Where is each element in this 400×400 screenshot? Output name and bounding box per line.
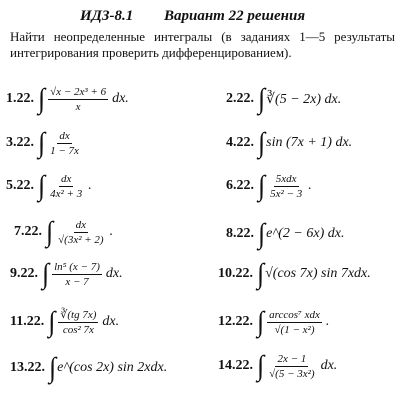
variant-title: Вариант 22 решения — [164, 8, 306, 24]
integrand: ∛(5 − 2x) dx. — [266, 91, 342, 107]
integral-sign: ∫ — [46, 215, 54, 248]
problem-13 — [10, 352, 167, 384]
differential: . — [308, 178, 312, 193]
integral-sign: ∫ — [38, 169, 46, 202]
problem-expression — [38, 126, 85, 159]
problem-expression — [38, 169, 92, 202]
problem-10 — [218, 258, 371, 290]
integral-sign: ∫ — [258, 169, 266, 202]
problem-12 — [218, 306, 329, 338]
fraction — [268, 173, 304, 200]
problem-number: 3.22. — [6, 135, 34, 150]
problem-number: 4.22. — [226, 135, 254, 150]
problem-expression — [48, 305, 120, 338]
integral-sign: ∫ — [257, 257, 265, 290]
denominator: cos² 7x — [62, 323, 94, 336]
numerator: arccos⁷ xdx — [269, 308, 320, 321]
problem-expression — [42, 257, 123, 290]
problem-6 — [226, 170, 312, 202]
numerator: ln⁵ (x − 7) — [54, 260, 100, 273]
problem-expression — [257, 257, 371, 290]
numerator: ∛(tg 7x) — [60, 308, 97, 321]
problem-number: 12.22. — [218, 314, 253, 329]
problem-number: 1.22. — [6, 91, 34, 106]
fraction — [48, 86, 108, 113]
denominator: x — [75, 100, 81, 113]
problem-expression — [257, 349, 338, 382]
problem-expression — [46, 215, 114, 248]
problem-number: 9.22. — [10, 266, 38, 281]
problem-expression — [258, 82, 342, 115]
differential: dx. — [102, 314, 120, 329]
integrand: e^(2 − 6x) dx. — [266, 226, 345, 241]
fraction — [267, 309, 322, 336]
problem-number: 10.22. — [218, 266, 253, 281]
assignment-id: ИДЗ-8.1 — [80, 8, 134, 24]
integral-sign: ∫ — [48, 305, 56, 338]
denominator: x − 7 — [65, 275, 89, 288]
problem-9 — [10, 258, 123, 290]
differential: dx. — [105, 266, 123, 281]
problem-5 — [6, 170, 92, 202]
instructions-text: Найти неопределенные интегралы (в заданиях 1—5 результаты интегрирования проверить дифференцированием). — [10, 29, 395, 60]
differential: . — [88, 178, 92, 193]
integral-sign: ∫ — [258, 126, 266, 159]
integral-sign: ∫ — [257, 349, 265, 382]
integrand: √(cos 7x) sin 7xdx. — [265, 266, 371, 281]
problem-8 — [226, 218, 344, 250]
numerator: dx — [60, 172, 72, 185]
denominator: √(1 − x²) — [274, 323, 315, 336]
differential: dx. — [112, 91, 129, 106]
numerator: 5xdx — [275, 172, 297, 185]
integral-sign: ∫ — [258, 82, 266, 115]
problem-number: 2.22. — [226, 91, 254, 106]
problem-11 — [10, 306, 119, 338]
integrand: sin (7x + 1) dx. — [266, 135, 353, 150]
integral-sign: ∫ — [257, 305, 265, 338]
fraction — [52, 261, 102, 288]
numerator: √x − 2x³ + 6 — [50, 85, 107, 98]
problem-2 — [226, 83, 341, 115]
problem-4 — [226, 127, 352, 159]
integral-sign: ∫ — [42, 257, 50, 290]
numerator: 2x − 1 — [277, 352, 307, 365]
integral-sign: ∫ — [49, 351, 57, 384]
integrand: e^(cos 2x) sin 2xdx. — [57, 360, 168, 375]
problem-expression — [49, 351, 168, 384]
denominator: 1 − 7x — [50, 144, 79, 157]
problem-number: 14.22. — [218, 358, 253, 373]
problem-number: 13.22. — [10, 360, 45, 375]
problem-number: 6.22. — [226, 178, 254, 193]
numerator: dx — [59, 129, 70, 142]
numerator: dx — [75, 218, 87, 231]
problem-number: 11.22. — [10, 314, 45, 329]
problem-expression — [258, 169, 312, 202]
problem-3 — [6, 127, 85, 159]
differential: . — [109, 224, 114, 239]
denominator: 5x² − 3 — [270, 187, 303, 200]
problem-expression — [258, 217, 345, 250]
problem-number: 8.22. — [226, 226, 254, 241]
fraction — [56, 219, 105, 246]
denominator: √(3x² + 2) — [58, 233, 104, 246]
denominator: √(5 − 3x²) — [269, 367, 315, 380]
problem-expression — [258, 126, 353, 159]
problem-14 — [218, 350, 337, 382]
problem-7 — [14, 216, 113, 248]
denominator: 4x² + 3 — [50, 187, 83, 200]
fraction — [48, 130, 81, 157]
problem-expression — [257, 305, 330, 338]
problem-expression — [38, 82, 129, 115]
fraction — [267, 353, 316, 380]
differential: . — [325, 314, 330, 329]
integral-sign: ∫ — [38, 82, 46, 115]
problem-number: 7.22. — [14, 224, 42, 239]
problem-1 — [6, 83, 129, 115]
problem-number: 5.22. — [6, 178, 34, 193]
fraction — [58, 309, 98, 336]
integral-sign: ∫ — [38, 126, 46, 159]
differential: dx. — [320, 358, 338, 373]
integral-sign: ∫ — [258, 217, 266, 250]
fraction — [48, 173, 84, 200]
